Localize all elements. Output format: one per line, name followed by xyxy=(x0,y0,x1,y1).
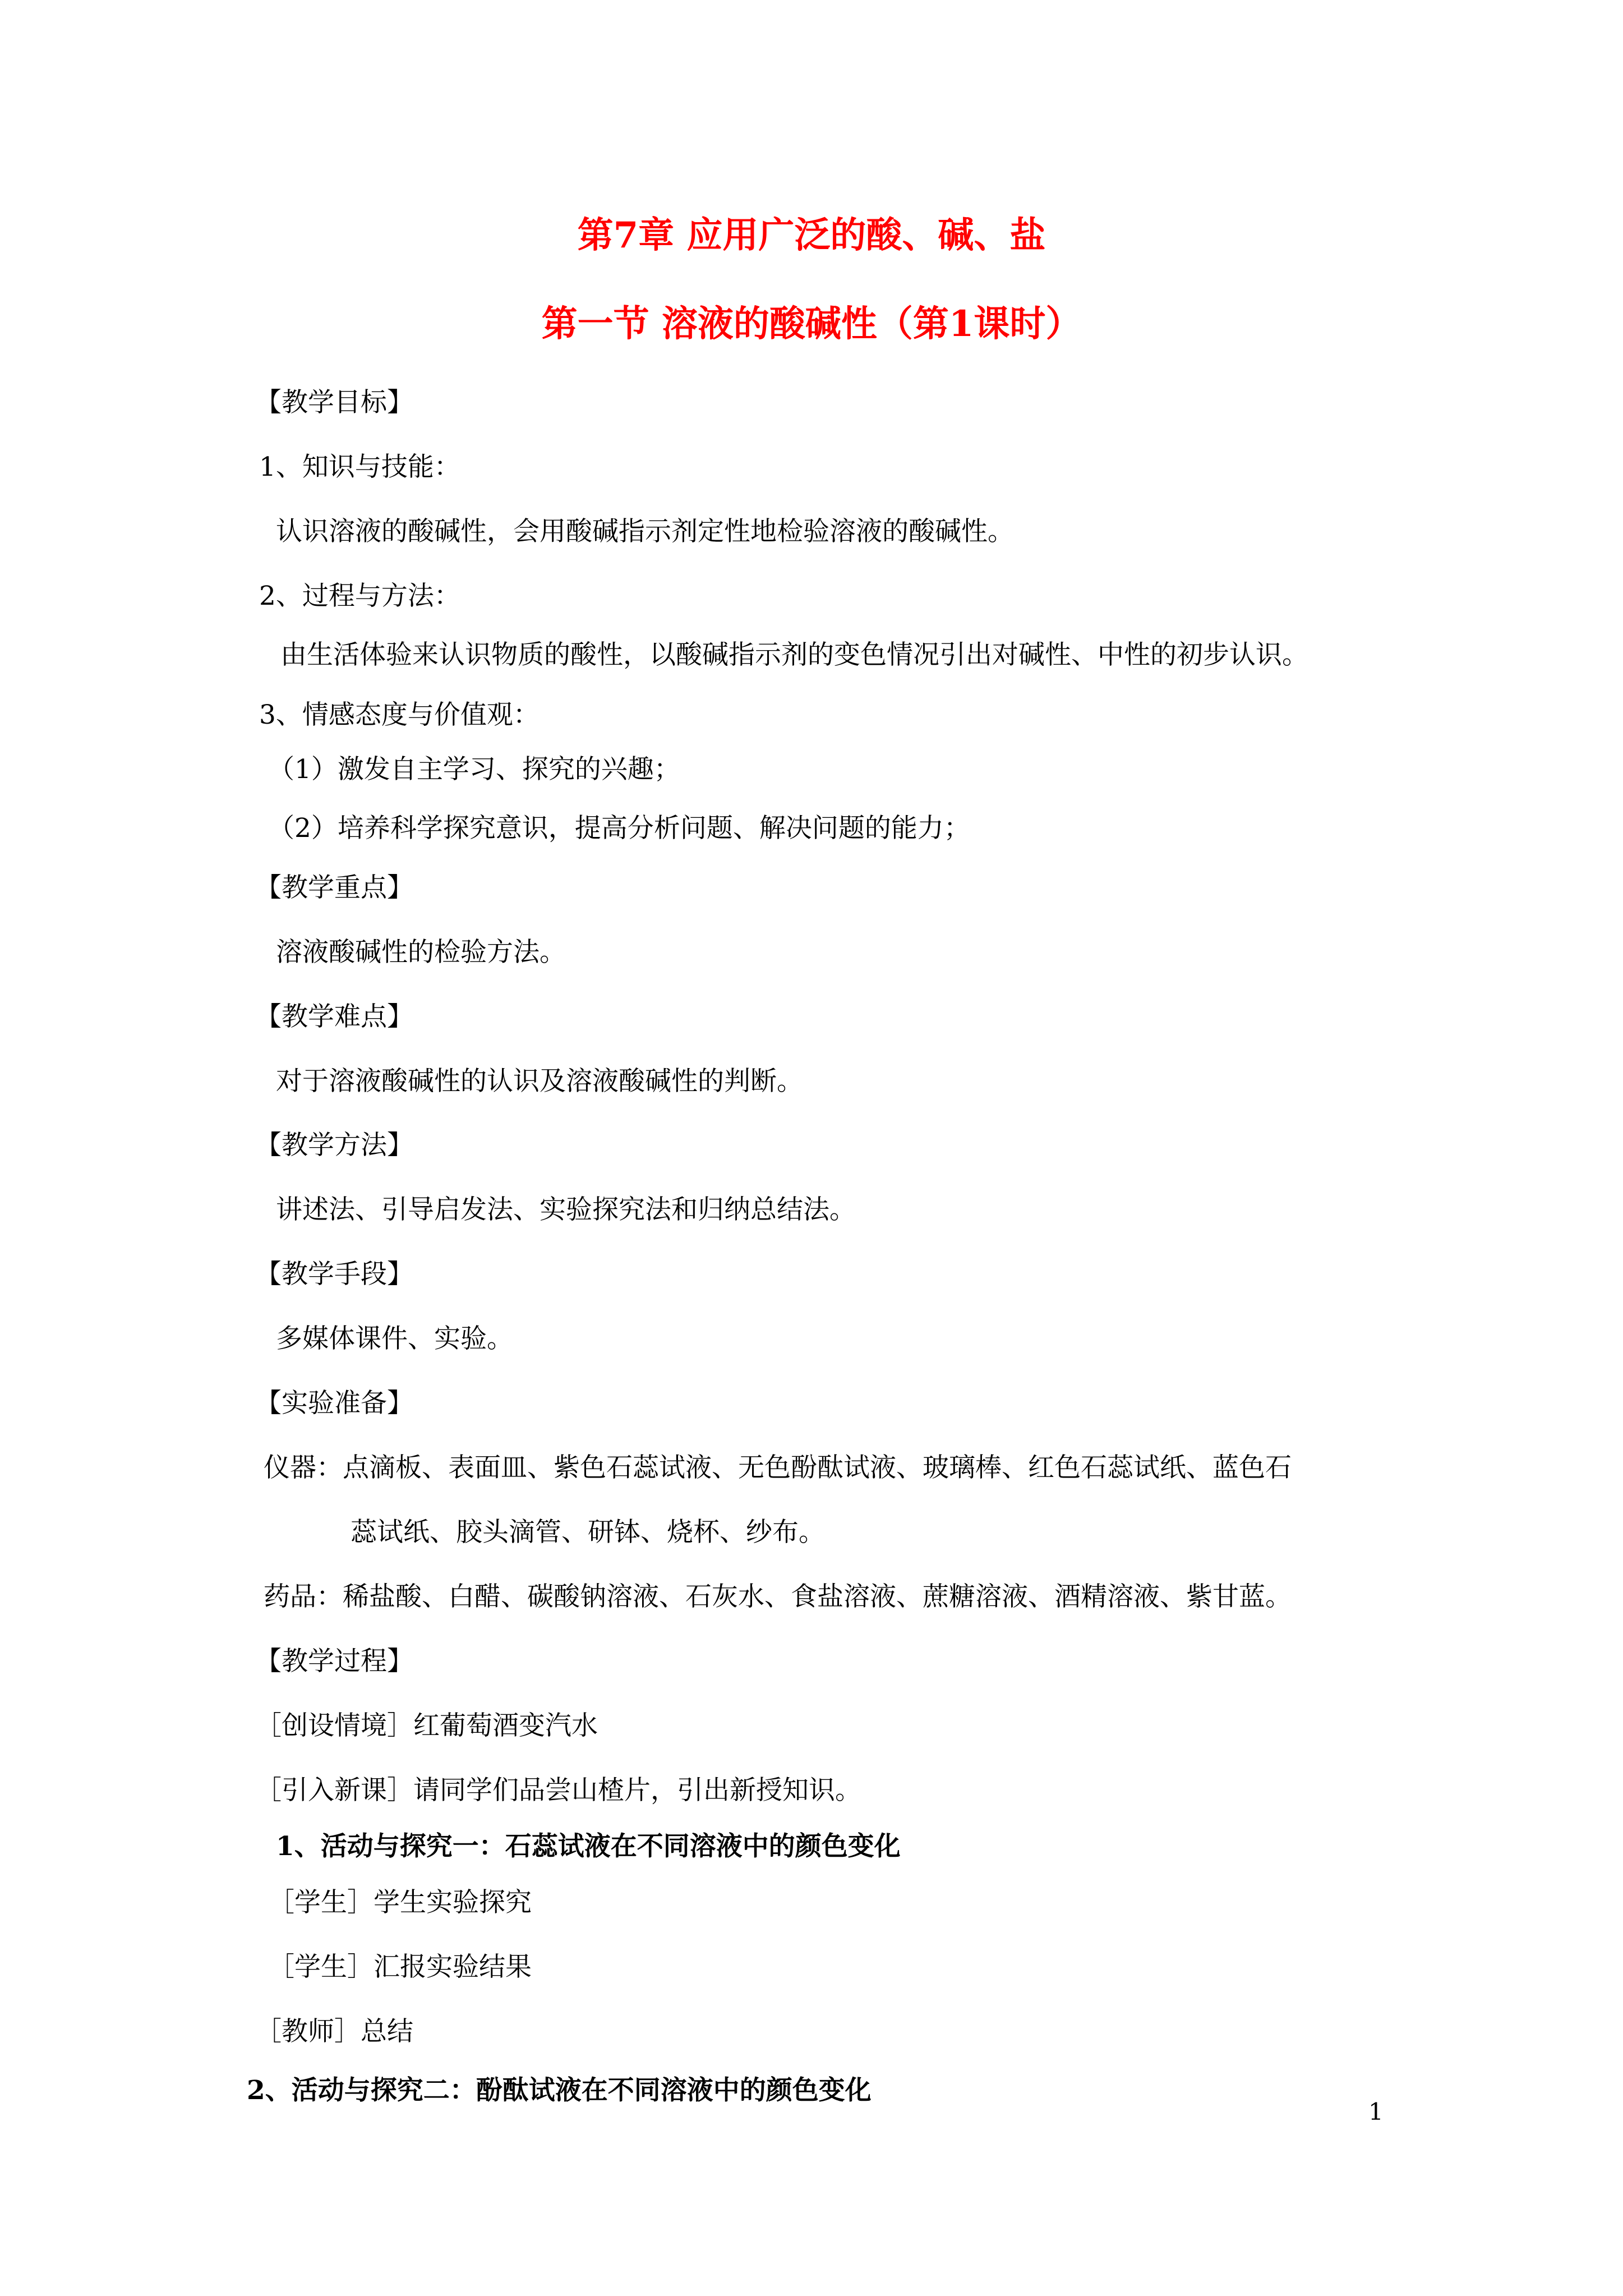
reagents-line: 药品：稀盐酸、白醋、碳酸钠溶液、石灰水、食盐溶液、蔗糖溶液、酒精溶液、紫甘蓝。 xyxy=(264,1581,1292,1612)
intro-line: ［引入新课］请同学们品尝山楂片，引出新授知识。 xyxy=(255,1775,861,1806)
goal2-label: 2、过程与方法： xyxy=(259,581,460,611)
activity2-heading: 2、活动与探究二：酚酞试液在不同溶液中的颜色变化 xyxy=(247,2075,872,2106)
means-heading: 【教学手段】 xyxy=(255,1259,413,1290)
section-title: 第一节 溶液的酸碱性（第1课时） xyxy=(541,303,1082,345)
activity1-heading: 1、活动与探究一：石蕊试液在不同溶液中的颜色变化 xyxy=(276,1831,901,1862)
chapter-title: 第7章 应用广泛的酸、碱、盐 xyxy=(577,214,1046,256)
process-heading: 【教学过程】 xyxy=(255,1646,413,1677)
student-line-1: ［学生］学生实验探究 xyxy=(268,1887,532,1918)
key-heading: 【教学重点】 xyxy=(255,872,413,903)
teacher-line: ［教师］总结 xyxy=(255,2016,413,2047)
method-text: 讲述法、引导启发法、实验探究法和归纳总结法。 xyxy=(276,1194,856,1225)
goal1-label: 1、知识与技能： xyxy=(259,452,460,482)
difficulty-heading: 【教学难点】 xyxy=(255,1001,413,1032)
instruments-line2: 蕊试纸、胶头滴管、研钵、烧杯、纱布。 xyxy=(351,1517,825,1548)
instruments-line1: 仪器：点滴板、表面皿、紫色石蕊试液、无色酚酞试液、玻璃棒、红色石蕊试纸、蓝色石 xyxy=(264,1452,1292,1483)
key-text: 溶液酸碱性的检验方法。 xyxy=(276,937,566,968)
goal3-label: 3、情感态度与价值观： xyxy=(259,700,540,730)
goal1-text: 认识溶液的酸碱性，会用酸碱指示剂定性地检验溶液的酸碱性。 xyxy=(276,516,1014,547)
goal2-text: 由生活体验来认识物质的酸性，以酸碱指示剂的变色情况引出对碱性、中性的初步认识。 xyxy=(280,639,1308,670)
goal3-item1: （1）激发自主学习、探究的兴趣； xyxy=(268,754,680,785)
difficulty-text: 对于溶液酸碱性的认识及溶液酸碱性的判断。 xyxy=(276,1066,803,1097)
prep-heading: 【实验准备】 xyxy=(255,1388,413,1419)
page-number: 1 xyxy=(1368,2098,1384,2125)
goals-heading: 【教学目标】 xyxy=(255,387,413,418)
student-line-2: ［学生］汇报实验结果 xyxy=(268,1952,532,1982)
scene-line: ［创设情境］红葡萄酒变汽水 xyxy=(255,1710,598,1741)
goal3-item2: （2）培养科学探究意识，提高分析问题、解决问题的能力； xyxy=(268,813,970,844)
means-text: 多媒体课件、实验。 xyxy=(276,1323,513,1354)
method-heading: 【教学方法】 xyxy=(255,1130,413,1161)
